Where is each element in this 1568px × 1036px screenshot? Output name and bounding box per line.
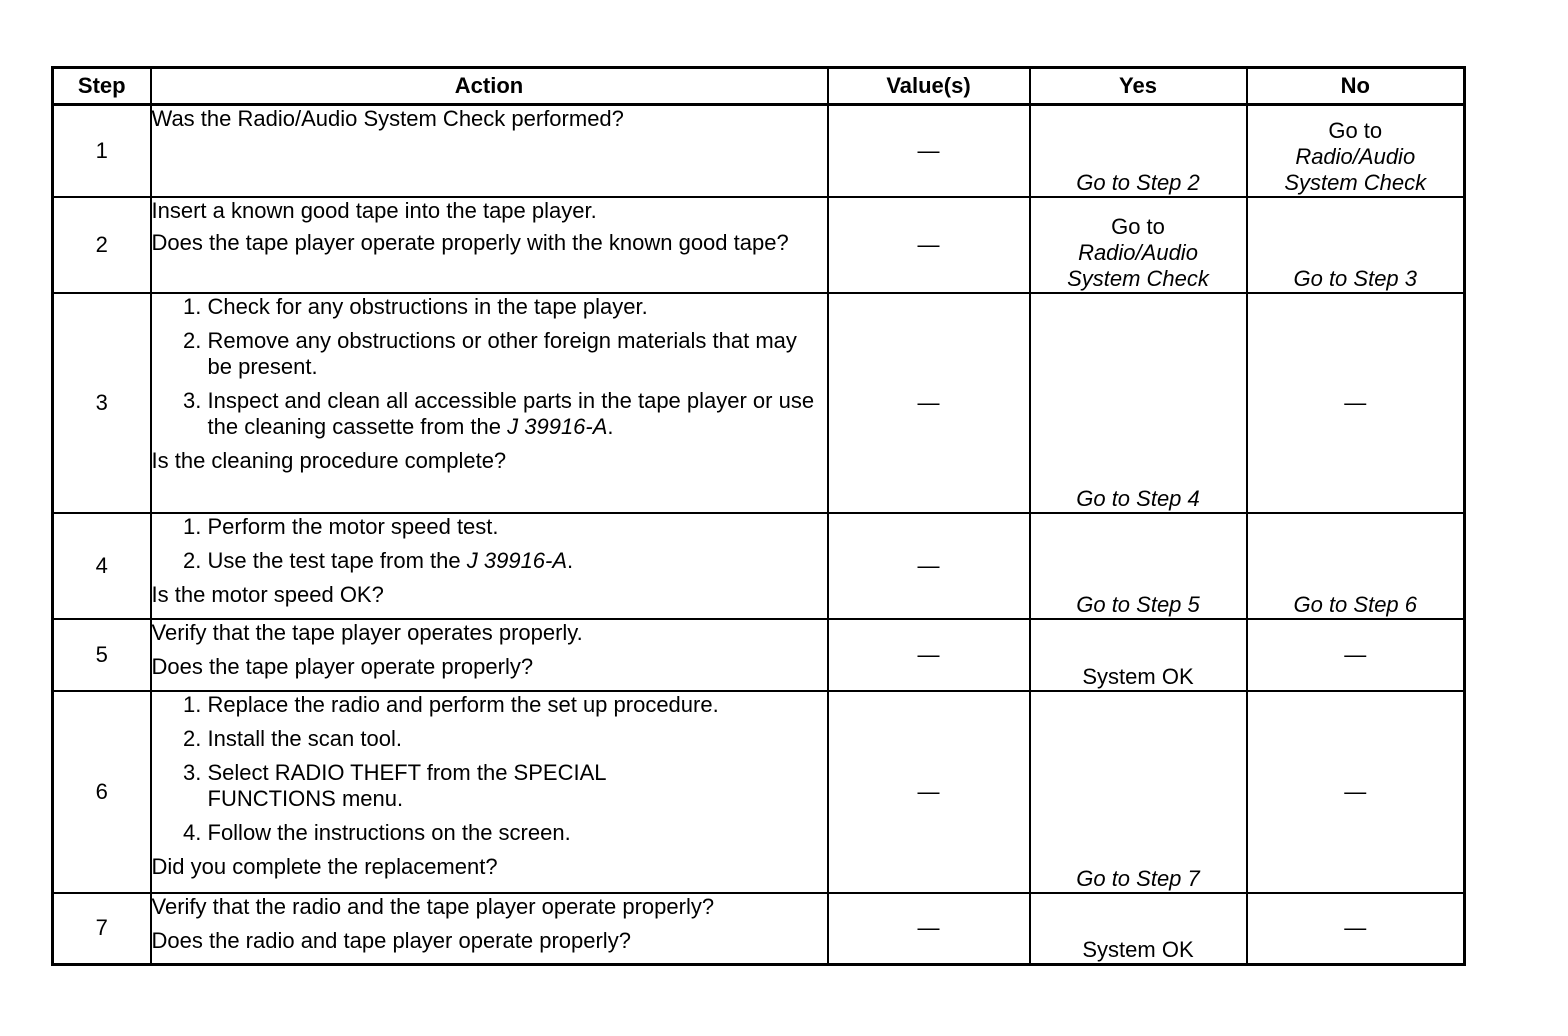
diagnostic-table [51,66,1466,966]
no-cell: Go to Step 3 [1247,197,1465,293]
list-item-end: . [607,413,614,439]
yes-cell: System OK [1030,619,1247,691]
header-action: Action [151,68,828,105]
table-row [53,513,1465,619]
no-cell: — [1247,619,1465,691]
step-number: 2 [53,197,151,293]
value-cell: — [828,893,1030,965]
list-item: 1. Replace the radio and perform the set up procedure. [208,692,827,718]
action-question: Does the tape player operate properly with the known good tape? [151,229,789,255]
procedure-list [152,294,827,440]
tool-reference: J 39916-A [507,413,608,439]
value-cell: — [828,691,1030,893]
no-cell: — [1247,893,1465,965]
header-step: Step [53,68,151,105]
action-text: Verify that the radio and the tape player operate properly? [151,893,715,919]
yes-cell: Go to Step 2 [1030,105,1247,197]
header-values: Value(s) [828,68,1030,105]
action-question: Is the cleaning procedure complete? [151,447,507,473]
value-cell: — [828,105,1030,197]
action-question: Does the radio and tape player operate properly? [151,927,631,953]
action-question: Did you complete the replacement? [151,853,498,879]
header-yes: Yes [1030,68,1247,105]
no-cell: — [1247,293,1465,513]
header-no: No [1247,68,1465,105]
list-item: 2. Install the scan tool. [208,726,827,752]
table-row [53,197,1465,293]
action-text: Insert a known good tape into the tape player. [151,197,597,223]
list-item [208,388,827,440]
list-item: 3. Select RADIO THEFT from the SPECIAL FUNCTIONS menu. [208,760,827,812]
action-cell [151,197,828,293]
value-cell: — [828,197,1030,293]
value-cell: — [828,619,1030,691]
action-text: Was the Radio/Audio System Check performed? [151,106,624,131]
goto-text: Go to [1111,213,1165,239]
procedure-list [152,514,827,574]
step-number: 4 [53,513,151,619]
yes-cell [1030,197,1247,293]
value-cell: — [828,293,1030,513]
list-item-end: . [567,547,574,573]
yes-cell: Go to Step 5 [1030,513,1247,619]
header-row [53,68,1465,105]
list-item: 2. Remove any obstructions or other foreign materials that may be present. [208,328,827,380]
action-question: Is the motor speed OK? [151,581,384,607]
table-row [53,293,1465,513]
yes-cell: Go to Step 4 [1030,293,1247,513]
table-row [53,893,1465,965]
list-item-text: Use the test tape from the [207,547,467,573]
yes-cell: Go to Step 7 [1030,691,1247,893]
no-cell: — [1247,691,1465,893]
table-row [53,105,1465,197]
action-cell [151,893,828,965]
no-cell: Go to Step 6 [1247,513,1465,619]
action-cell [151,619,828,691]
action-question: Does the tape player operate properly? [151,653,534,679]
tool-reference: J 39916-A [466,547,568,573]
table-row [53,619,1465,691]
step-number: 5 [53,619,151,691]
goto-target: Radio/Audio [1078,239,1198,265]
no-cell [1247,105,1465,197]
goto-target: System Check [1067,265,1209,291]
value-cell: — [828,513,1030,619]
step-number: 7 [53,893,151,965]
list-item: 1. Check for any obstructions in the tape player. [208,294,827,320]
list-item [208,548,827,574]
action-cell [151,691,828,893]
procedure-list [152,692,827,846]
action-text: Verify that the tape player operates properly. [151,619,583,645]
table-row [53,691,1465,893]
step-number: 6 [53,691,151,893]
list-item-text: Inspect and clean all accessible parts in the tape player or use the cleaning cassette from the [207,387,815,439]
goto-target: System Check [1284,169,1427,195]
list-item: 1. Perform the motor speed test. [208,514,827,540]
action-cell [151,293,828,513]
step-number: 1 [53,105,151,197]
action-cell [151,105,828,197]
action-cell [151,513,828,619]
step-number: 3 [53,293,151,513]
list-item: 4. Follow the instructions on the screen. [208,820,827,846]
goto-target: Radio/Audio [1295,143,1416,169]
goto-text: Go to [1328,117,1383,143]
yes-cell: System OK [1030,893,1247,965]
